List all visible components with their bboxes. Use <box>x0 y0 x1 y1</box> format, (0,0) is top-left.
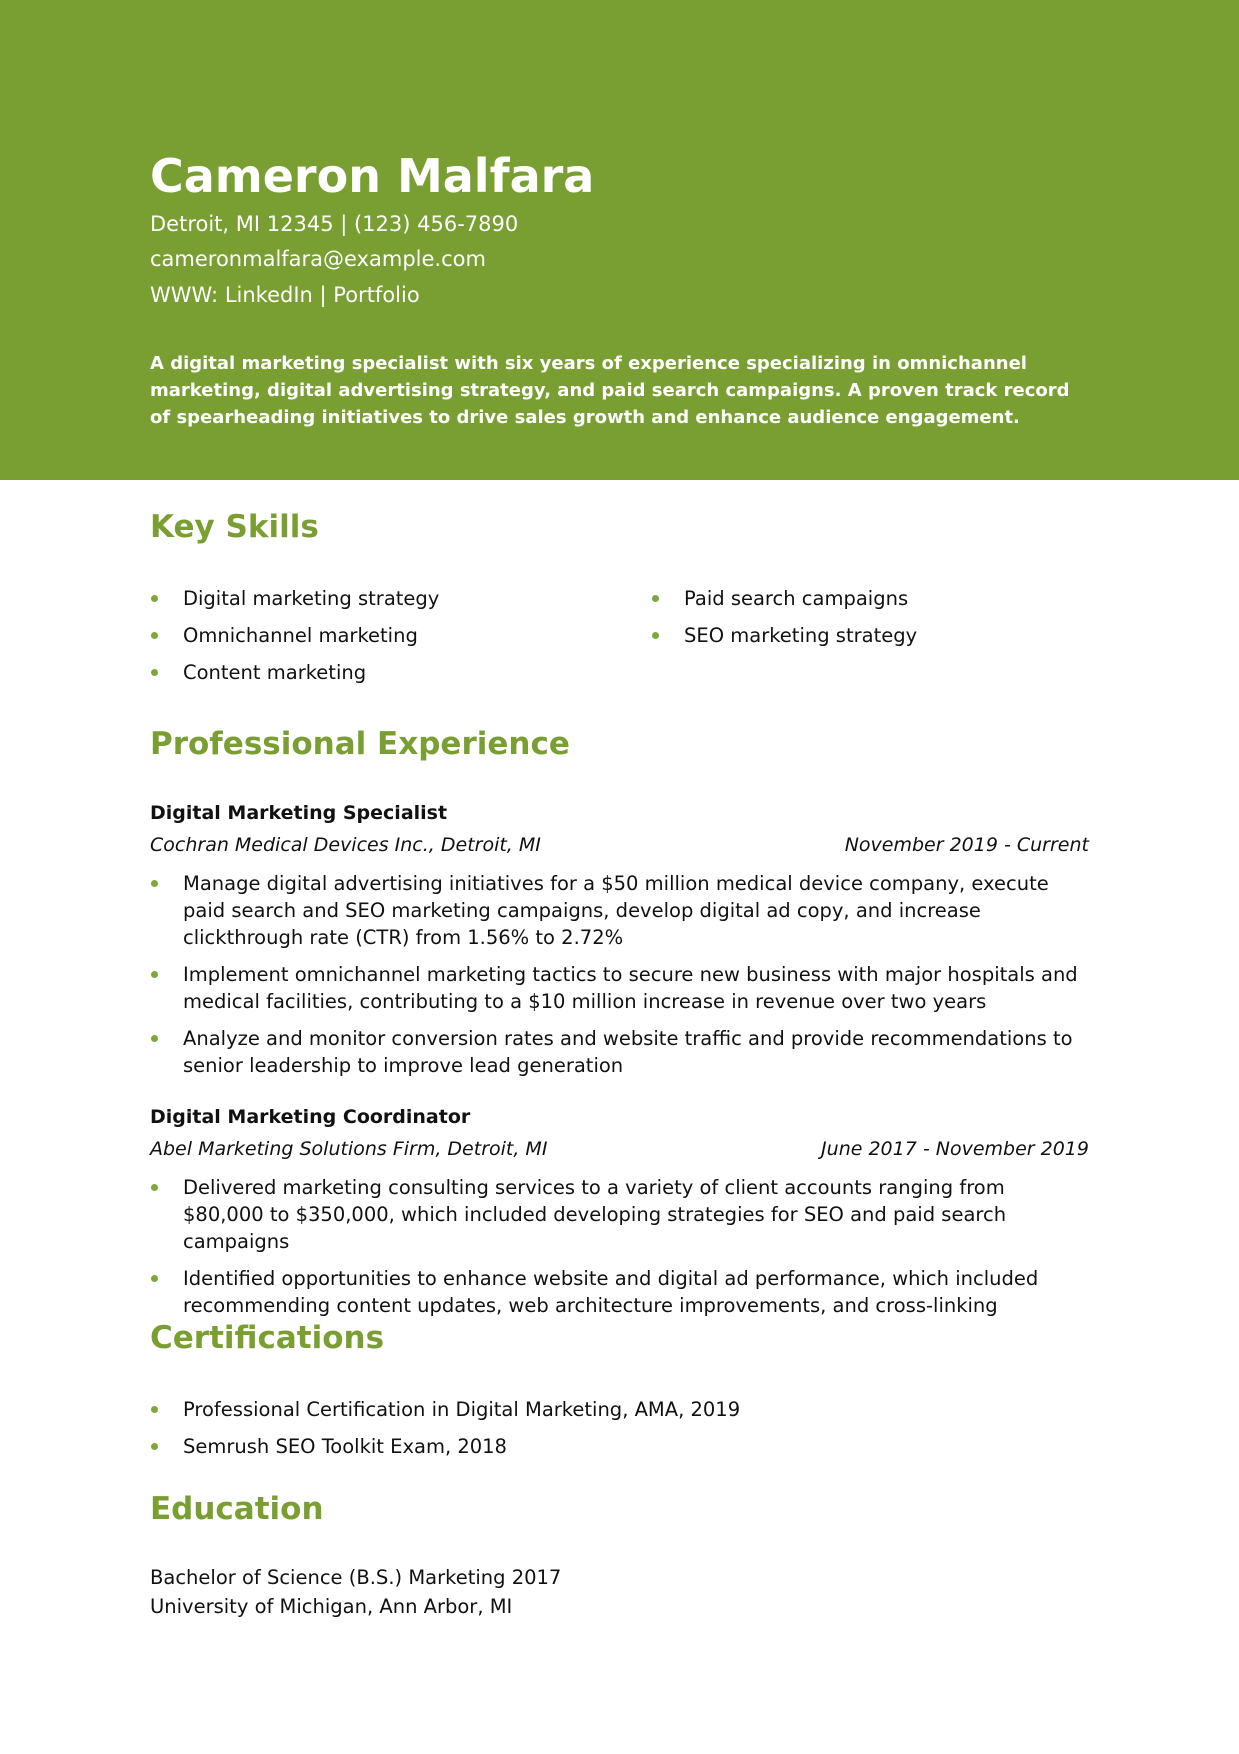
www-prefix: WWW: <box>150 283 219 307</box>
job-bullets <box>150 1174 1090 1329</box>
header-band <box>0 0 1239 480</box>
list-item <box>150 1433 1090 1460</box>
skills-list-right <box>651 585 1091 659</box>
job-bullets <box>150 870 1090 1089</box>
bullet-icon <box>652 632 659 639</box>
web-links <box>150 280 420 310</box>
bullet-icon <box>151 1275 158 1282</box>
certification-text: Semrush SEO Toolkit Exam, 2018 <box>183 1435 507 1458</box>
list-item <box>651 622 1091 649</box>
bullet-text: Implement omnichannel marketing tactics to secure new business with major hospitals and medical facilities, contributing to a $10 million increase in revenue over two years <box>183 963 1078 1013</box>
bullet-icon <box>151 595 158 602</box>
skills-list-left <box>150 585 610 696</box>
skill-text: Paid search campaigns <box>684 587 909 610</box>
certification-text: Professional Certification in Digital Marketing, AMA, 2019 <box>183 1398 741 1421</box>
candidate-name: Cameron Malfara <box>150 149 595 203</box>
job-title: Digital Marketing Coordinator <box>150 1106 471 1128</box>
bullet-icon <box>151 1443 158 1450</box>
bullet-icon <box>151 880 158 887</box>
link-separator: | <box>319 283 327 307</box>
list-item <box>150 622 610 649</box>
list-item <box>150 659 610 686</box>
professional-summary: A digital marketing specialist with six years of experience specializing in omnichannel marketing, digital advertising strategy, and paid search campaigns. A proven track record of spearheading initiatives to drive sales growth and enhance audience engagement. <box>150 353 1070 428</box>
job-title: Digital Marketing Specialist <box>150 802 448 824</box>
employment-dates: November 2019 - Current <box>844 834 1089 856</box>
experience-heading: Professional Experience <box>150 726 570 762</box>
list-item <box>150 961 1090 1015</box>
list-item <box>150 585 610 612</box>
skill-text: Digital marketing strategy <box>183 587 440 610</box>
education-heading: Education <box>150 1491 324 1527</box>
certifications-list <box>150 1396 1090 1470</box>
linkedin-link[interactable]: LinkedIn <box>224 283 313 307</box>
bullet-text: Identified opportunities to enhance website and digital ad performance, which included recommending content updates, web architecture improvements, and cross-linking <box>183 1267 1039 1317</box>
key-skills-heading: Key Skills <box>150 509 319 545</box>
bullet-text: Delivered marketing consulting services to a variety of client accounts ranging from $80,000 to $350,000, which included developing strategies for SEO and paid search campaigns <box>183 1176 1007 1253</box>
location-phone: Detroit, MI 12345 | (123) 456-7890 <box>150 212 519 236</box>
list-item <box>651 585 1091 612</box>
skill-text: Omnichannel marketing <box>183 624 418 647</box>
bullet-text: Manage digital advertising initiatives for a $50 million medical device company, execute paid search and SEO marketing campaigns, develop digital ad copy, and increase clickthrough rate (CTR) from 1.56% to 2.72% <box>183 872 1049 949</box>
school: University of Michigan, Ann Arbor, MI <box>150 1595 513 1618</box>
list-item <box>150 1265 1090 1319</box>
job-meta <box>150 832 1089 858</box>
company-location: Cochran Medical Devices Inc., Detroit, MI <box>150 834 541 856</box>
bullet-icon <box>652 595 659 602</box>
portfolio-link[interactable]: Portfolio <box>333 283 420 307</box>
job-meta <box>150 1136 1089 1162</box>
bullet-icon <box>151 632 158 639</box>
bullet-icon <box>151 1184 158 1191</box>
skill-text: Content marketing <box>183 661 367 684</box>
bullet-icon <box>151 1406 158 1413</box>
degree: Bachelor of Science (B.S.) Marketing 2017 <box>150 1566 562 1589</box>
employment-dates: June 2017 - November 2019 <box>821 1138 1089 1160</box>
list-item <box>150 1025 1090 1079</box>
bullet-icon <box>151 1035 158 1042</box>
skill-text: SEO marketing strategy <box>684 624 918 647</box>
bullet-icon <box>151 971 158 978</box>
email-link[interactable]: cameronmalfara@example.com <box>150 247 486 271</box>
list-item <box>150 1396 1090 1423</box>
bullet-icon <box>151 669 158 676</box>
company-location: Abel Marketing Solutions Firm, Detroit, MI <box>150 1138 548 1160</box>
certifications-heading: Certifications <box>150 1320 385 1356</box>
list-item <box>150 1174 1090 1255</box>
list-item <box>150 870 1090 951</box>
bullet-text: Analyze and monitor conversion rates and website traffic and provide recommendations to senior leadership to improve lead generation <box>183 1027 1073 1077</box>
